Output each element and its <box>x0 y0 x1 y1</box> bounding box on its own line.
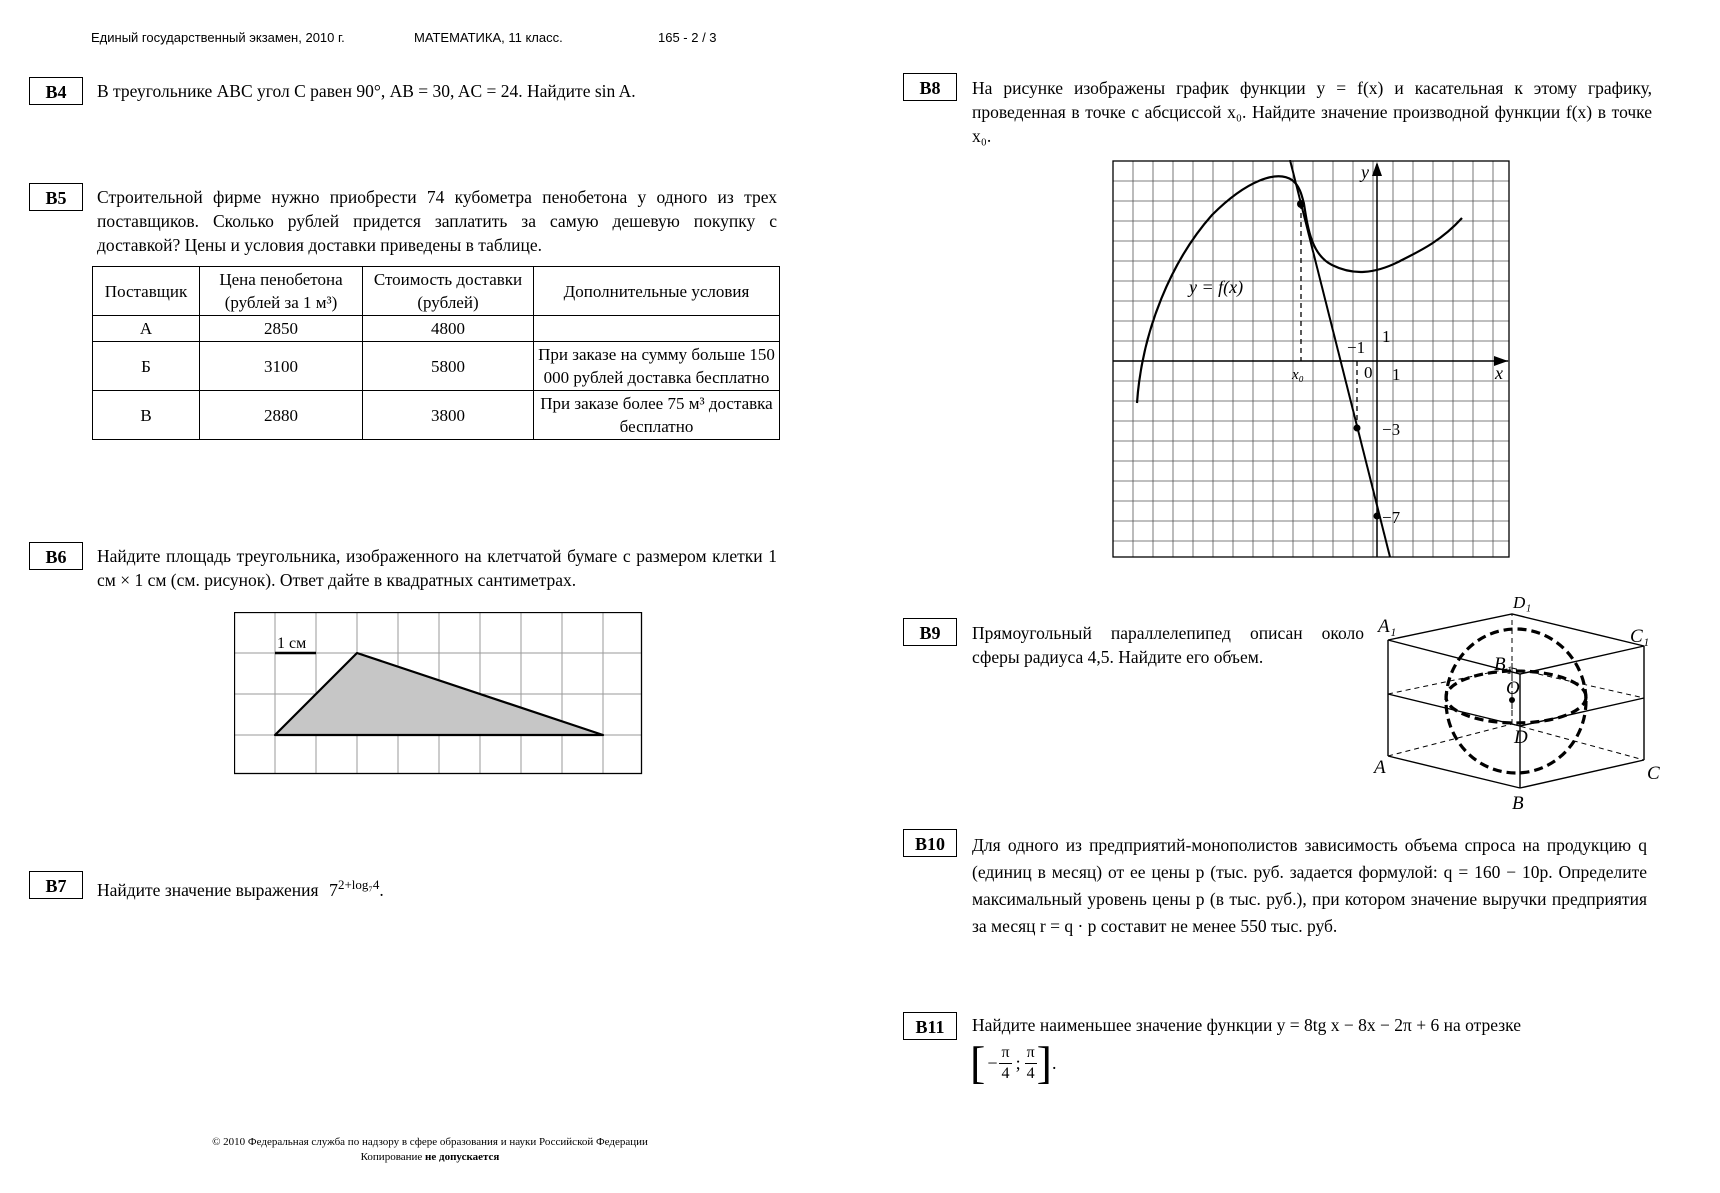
task-tag-b6: B6 <box>29 542 83 570</box>
tangent-line <box>1290 160 1390 557</box>
expr-base: 7 <box>328 879 338 900</box>
point-minus-three <box>1354 425 1361 432</box>
table-cell: 5800 <box>363 342 534 391</box>
header-subject: МАТЕМАТИКА, 11 класс. <box>414 30 563 45</box>
table-cell: В <box>93 391 200 440</box>
interval-separator: ; <box>1015 1052 1021 1073</box>
interval-left-num: π <box>999 1043 1011 1064</box>
function-graph <box>1112 160 1512 560</box>
footer-copy-prefix: Копирование <box>360 1151 426 1163</box>
graph-grid <box>1113 161 1509 557</box>
minus-one-label: −1 <box>1347 338 1366 357</box>
label-c: C <box>1647 763 1660 784</box>
label-c1: C₁ <box>1630 626 1650 647</box>
interval-sign: − <box>987 1052 998 1073</box>
table-header-row <box>93 267 780 316</box>
header-exam: Единый государственный экзамен, 2010 г. <box>91 30 345 45</box>
task-b7-block <box>97 873 777 902</box>
table-cell: 2850 <box>200 316 363 342</box>
task-tag-b7: B7 <box>29 871 83 899</box>
point-minus-seven <box>1374 513 1381 520</box>
y-axis-arrow <box>1372 162 1382 176</box>
header-page: 165 - 2 / 3 <box>658 30 717 45</box>
table-cell <box>534 316 780 342</box>
triangle-grid-figure <box>234 612 644 776</box>
footer <box>160 1135 700 1165</box>
table-cell: При заказе на сумму больше 150 000 рублей доставка бесплатно <box>534 342 780 391</box>
task-b4-text: В треугольнике ABC угол C равен 90°, AB = 30, AC = 24. Найдите sin A. <box>97 81 636 101</box>
table-cell: 4800 <box>363 316 534 342</box>
table-row <box>93 342 780 391</box>
label-d: D <box>1514 727 1528 748</box>
task-b11-text: Найдите наименьшее значение функции y = 8tg x − 8x − 2π + 6 на отрезке <box>972 1015 1521 1035</box>
expr-exponent: 2+log₇4 <box>337 877 380 892</box>
task-tag-b4: B4 <box>29 77 83 105</box>
footer-copy-note <box>160 1150 700 1165</box>
x-axis-label: x <box>1495 363 1503 383</box>
parallelepiped-figure <box>1370 596 1670 818</box>
x0-label: x₀ <box>1292 367 1304 383</box>
interval-end: . <box>1051 1052 1057 1073</box>
scale-label: 1 см <box>277 635 307 652</box>
footer-copy-bold: не допускается <box>425 1151 500 1163</box>
table-cell: А <box>93 316 200 342</box>
y-axis-label: y <box>1361 162 1369 182</box>
label-o: O <box>1506 678 1520 699</box>
task-tag-b5: B5 <box>29 183 83 211</box>
label-d1: D₁ <box>1513 596 1532 612</box>
task-b5-text: Строительной фирме нужно приобрести 74 кубометра пенобетона у одного из трех поставщиков. Сколько рублей придется заплатить за самую дешевую покупку с доставкой? Цены и условия доставки приведены в таблице. <box>97 187 777 255</box>
interval: [ − $\frac{\pi}{4}$ ; $\frac{\pi}{4}$ ] . <box>970 1037 1057 1088</box>
minus-three-label: −3 <box>1382 420 1401 439</box>
table-header: Дополнительные условия <box>534 267 780 316</box>
task-b6-text: Найдите площадь треугольника, изображенного на клетчатой бумаге с размером клетки 1 см × 1 см (см. рисунок). Ответ дайте в квадратных сантиметрах. <box>97 546 777 590</box>
task-tag-b9: B9 <box>903 618 957 646</box>
label-a: A <box>1374 757 1386 778</box>
table-row <box>93 391 780 440</box>
sphere-outline <box>1446 629 1586 773</box>
table-header: Цена пенобетона (рублей за 1 м³) <box>200 267 363 316</box>
table-header: Стоимость доставки (рублей) <box>363 267 534 316</box>
table-cell: При заказе более 75 м³ доставка бесплатно <box>534 391 780 440</box>
interval-left-den: 4 <box>1001 1064 1010 1082</box>
interval-right-den: 4 <box>1026 1064 1035 1082</box>
task-tag-b11: B11 <box>903 1012 957 1040</box>
expr-end: . <box>379 879 384 900</box>
tangent-point <box>1297 200 1305 208</box>
table-row <box>93 316 780 342</box>
task-b9-text: Прямоугольный параллелепипед описан около сферы радиуса 4,5. Найдите его объем. <box>972 623 1364 667</box>
task-tag-b8: B8 <box>903 73 957 101</box>
supplier-table <box>92 266 780 440</box>
label-b: B <box>1512 793 1524 814</box>
table-cell: 3800 <box>363 391 534 440</box>
curve-label: y = f(x) <box>1189 277 1244 297</box>
interval-left <box>999 1043 1011 1084</box>
y-one-label: 1 <box>1382 327 1391 346</box>
minus-seven-label: −7 <box>1382 508 1401 527</box>
table-header: Поставщик <box>93 267 200 316</box>
label-a1: A₁ <box>1378 616 1397 637</box>
table-cell: 3100 <box>200 342 363 391</box>
label-b1: B₁ <box>1494 654 1513 675</box>
task-b10-text: Для одного из предприятий-монополистов зависимость объема спроса на продукцию q (единиц в месяц) от ее цены p (тыс. руб. задается формулой: q = 160 − 10p. Определите максимальный уровень цены p (в тыс. руб.), при котором значение выручки предприятия за месяц r = q · p составит не менее 550 тыс. руб. <box>972 835 1647 936</box>
origin-label: 0 <box>1364 363 1373 382</box>
task-b7-text: Найдите значение выражения <box>97 879 319 900</box>
footer-copyright: © 2010 Федеральная служба по надзору в сфере образования и науки Российской Федерации <box>212 1136 648 1148</box>
task-tag-b10: B10 <box>903 829 957 857</box>
interval-right-num: π <box>1025 1043 1037 1064</box>
task-b8-text: На рисунке изображены график функции y = f(x) и касательная к этому графику, проведенная в точке с абсциссой x₀. Найдите значение производной функции f(x) в точке x₀. <box>972 78 1652 146</box>
table-cell: 2880 <box>200 391 363 440</box>
table-cell: Б <box>93 342 200 391</box>
interval-right <box>1025 1043 1037 1084</box>
x-one-label: 1 <box>1392 365 1401 384</box>
